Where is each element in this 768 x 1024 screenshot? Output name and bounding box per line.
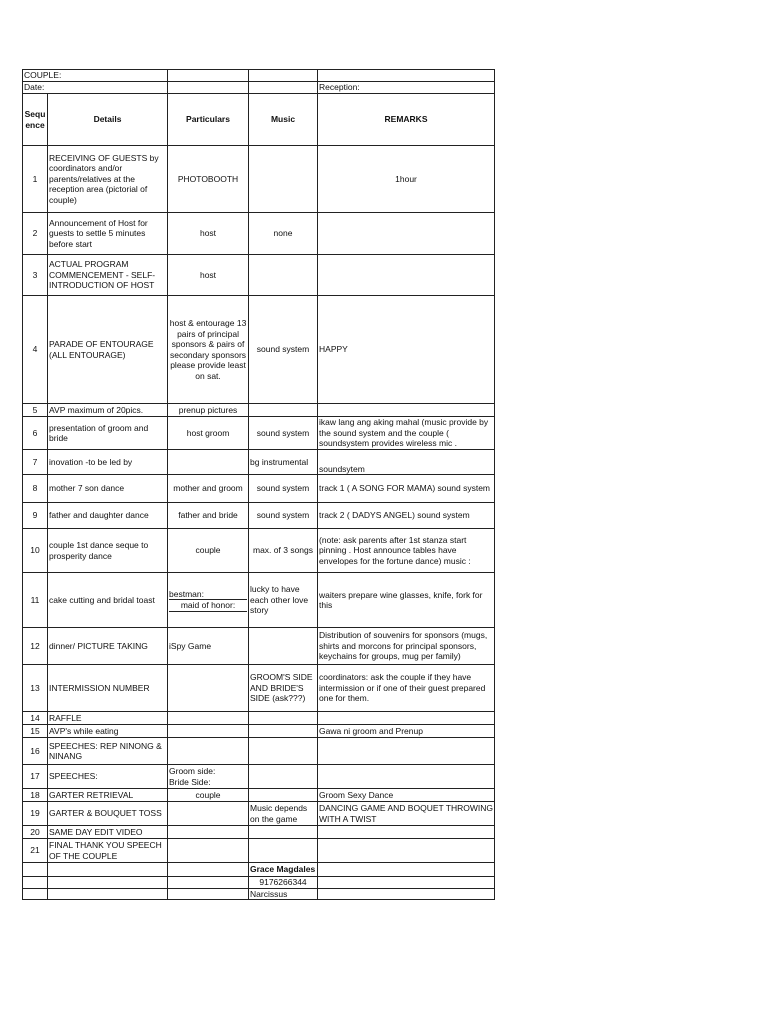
date-label: Date: [23,82,168,94]
music-cell: bg instrumental [249,450,318,475]
music-cell: max. of 3 songs [249,529,318,573]
remarks-cell: Groom Sexy Dance [318,789,495,802]
column-header-row [23,94,495,146]
music-cell: Music depends on the game [249,802,318,826]
details-cell: INTERMISSION NUMBER [48,665,168,712]
footer-row [23,888,495,900]
remarks-cell [318,213,495,255]
table-row [23,765,495,789]
music-cell: lucky to have each other love story [249,573,318,628]
music-cell: sound system [249,475,318,503]
remarks-cell: track 2 ( DADYS ANGEL) sound system [318,503,495,529]
music-cell [249,725,318,738]
col-header-sequence: Sequence [23,94,48,146]
table-row [23,725,495,738]
particulars-cell [168,665,249,712]
remarks-cell: waiters prepare wine glasses, knife, fork for this [318,573,495,628]
table-row [23,712,495,725]
col-header-music: Music [249,94,318,146]
particulars-cell: host groom [168,417,249,450]
details-cell: father and daughter dance [48,503,168,529]
details-cell: PARADE OF ENTOURAGE (ALL ENTOURAGE) [48,296,168,404]
details-cell: AVP maximum of 20pics. [48,404,168,417]
remarks-cell: DANCING GAME AND BOQUET THROWING WITH A TWIST [319,803,493,824]
details-cell: GARTER & BOUQUET TOSS [48,802,168,826]
sequence-cell: 16 [23,738,48,765]
remarks-cell: coordinators: ask the couple if they have intermission or if one of their guest prepared one for them. [318,665,495,712]
table-row [23,146,495,213]
particulars-cell: couple [168,789,249,802]
details-cell: inovation -to be led by [48,450,168,475]
table-row [23,529,495,573]
sequence-cell: 15 [23,725,48,738]
table-row [23,665,495,712]
footer-row [23,863,495,877]
sequence-cell: 12 [23,628,48,665]
table-row [23,573,495,628]
date-row [23,82,495,94]
particulars-line-1: bestman: [169,589,247,601]
details-cell: AVP's while eating [48,725,168,738]
details-cell: FINAL THANK YOU SPEECH OF THE COUPLE [48,839,168,863]
table-row [23,802,495,826]
music-cell [249,789,318,802]
table-row [23,404,495,417]
sequence-cell: 21 [23,839,48,863]
remarks-cell: ikaw lang ang aking mahal (music provide by the sound system and the couple ( soundsystem provides wireless mic . [318,417,495,450]
sequence-cell: 1 [23,146,48,213]
table-row [23,628,495,665]
remarks-cell [318,404,495,417]
sequence-cell: 2 [23,213,48,255]
details-cell: SAME DAY EDIT VIDEO [48,826,168,839]
table-row [23,450,495,475]
table-row [23,296,495,404]
reception-label: Reception: [318,82,495,94]
remarks-cell: Distribution of souvenirs for sponsors (mugs, shirts and morcons for principal sponsors, keychains for groups, mug per family) [318,628,495,665]
details-cell: couple 1st dance seque to prosperity dance [48,529,168,573]
particulars-cell [168,765,249,789]
particulars-cell: couple [168,529,249,573]
remarks-cell [318,738,495,765]
table-row [23,826,495,839]
particulars-cell [168,450,249,475]
sequence-cell: 6 [23,417,48,450]
sequence-cell: 17 [23,765,48,789]
sequence-cell: 13 [23,665,48,712]
particulars-cell [168,573,249,628]
particulars-cell: host & entourage 13 pairs of principal sponsors & pairs of secondary sponsors please provide least on sat. [168,296,249,404]
particulars-cell: father and bride [168,503,249,529]
remarks-cell: HAPPY [318,296,495,404]
table-row [23,503,495,529]
sequence-cell: 10 [23,529,48,573]
remarks-cell: Gawa ni groom and Prenup [318,725,495,738]
footer-phone: 9176266344 [249,877,318,889]
particulars-cell [168,738,249,765]
particulars-line-1: Groom side: [169,766,216,776]
col-header-remarks: REMARKS [318,94,495,146]
details-cell: mother 7 son dance [48,475,168,503]
remarks-cell [318,712,495,725]
music-cell: sound system [249,503,318,529]
remarks-cell [318,765,495,789]
details-cell: dinner/ PICTURE TAKING [48,628,168,665]
particulars-cell [168,725,249,738]
details-cell: RAFFLE [48,712,168,725]
music-cell [249,738,318,765]
particulars-cell: host [168,213,249,255]
music-cell: sound system [249,296,318,404]
couple-row [23,70,495,82]
particulars-cell [168,839,249,863]
sequence-cell: 9 [23,503,48,529]
sequence-cell: 3 [23,255,48,296]
table-row [23,738,495,765]
details-cell: SPEECHES: REP NINONG & NINANG [48,738,168,765]
details-cell: SPEECHES: [48,765,168,789]
details-cell: GARTER RETRIEVAL [48,789,168,802]
particulars-cell [168,826,249,839]
sequence-cell: 14 [23,712,48,725]
particulars-cell: PHOTOBOOTH [168,146,249,213]
particulars-cell: host [168,255,249,296]
music-cell: sound system [249,417,318,450]
particulars-line-2: maid of honor: [169,600,247,612]
details-cell: RECEIVING OF GUESTS by coordinators and/or parents/relatives at the reception area (pictorial of couple) [48,146,168,213]
details-cell: presentation of groom and bride [48,417,168,450]
remarks-cell [318,826,495,839]
details-cell: cake cutting and bridal toast [48,573,168,628]
table-row [23,789,495,802]
footer-row [23,877,495,889]
music-cell: none [249,213,318,255]
remarks-cell: soundsytem [318,450,495,475]
table-row [23,213,495,255]
music-cell [249,146,318,213]
remarks-cell: track 1 ( A SONG FOR MAMA) sound system [318,475,495,503]
remarks-cell [318,839,495,863]
music-cell [249,826,318,839]
remarks-cell: (note: ask parents after 1st stanza start pinning . Host announce tables have envelopes for the fortune dance) music : [318,529,495,573]
table-row [23,475,495,503]
sequence-cell: 8 [23,475,48,503]
col-header-details: Details [48,94,168,146]
table-row [23,417,495,450]
particulars-cell: mother and groom [168,475,249,503]
sequence-cell: 5 [23,404,48,417]
music-cell [249,712,318,725]
details-cell: ACTUAL PROGRAM COMMENCEMENT - SELF-INTRODUCTION OF HOST [48,255,168,296]
sequence-cell: 19 [23,802,48,826]
particulars-cell: prenup pictures [168,404,249,417]
program-sheet [22,69,495,900]
music-cell [249,765,318,789]
table-row [23,255,495,296]
music-cell [249,628,318,665]
sequence-cell: 7 [23,450,48,475]
remarks-cell: 1hour [318,146,495,213]
music-cell: GROOM'S SIDE AND BRIDE'S SIDE (ask???) [249,665,318,712]
sequence-cell: 18 [23,789,48,802]
music-cell [249,839,318,863]
col-header-particulars: Particulars [168,94,249,146]
particulars-cell [168,802,249,826]
footer-company: Narcissus [249,888,318,900]
particulars-line-2: Bride Side: [169,776,211,787]
sequence-cell: 20 [23,826,48,839]
music-cell [249,255,318,296]
sequence-cell: 4 [23,296,48,404]
music-cell [249,404,318,417]
details-cell: Announcement of Host for guests to settle 5 minutes before start [48,213,168,255]
table-row [23,839,495,863]
remarks-cell [318,255,495,296]
particulars-cell: iSpy Game [168,628,249,665]
sequence-cell: 11 [23,573,48,628]
footer-name: Grace Magdales [249,863,318,877]
couple-label: COUPLE: [23,70,168,82]
particulars-cell [168,712,249,725]
